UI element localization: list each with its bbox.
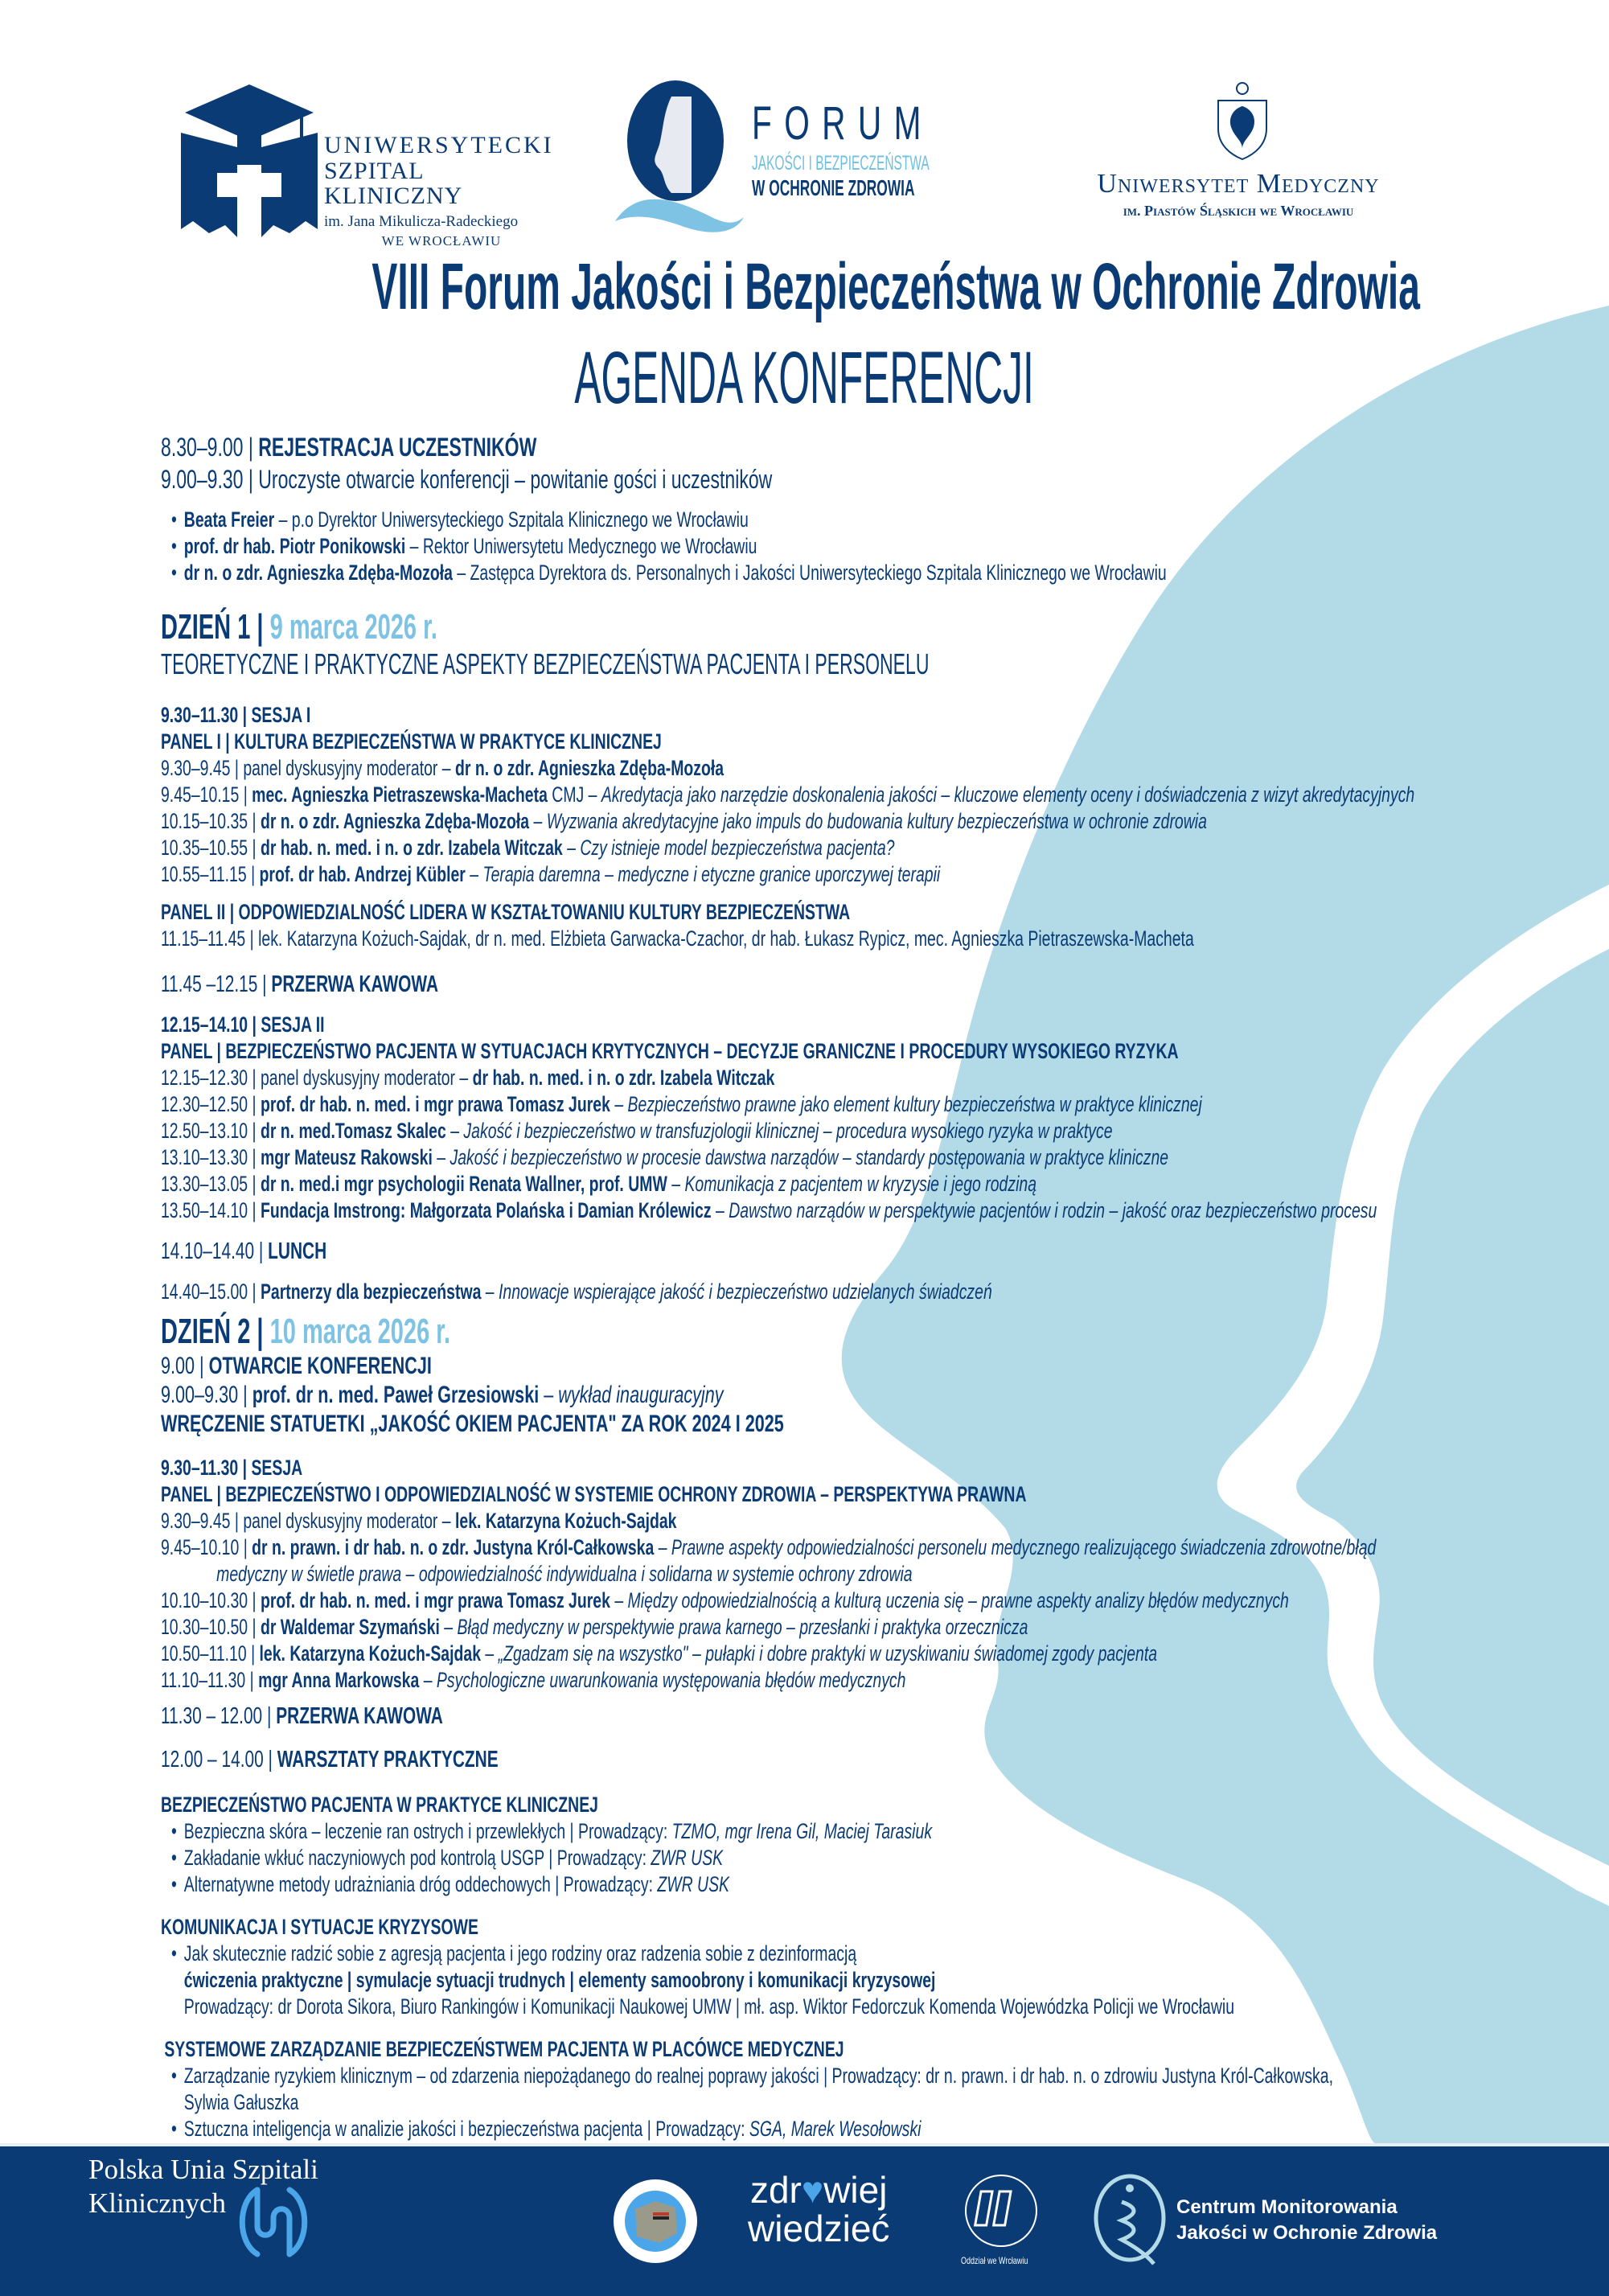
forum-line1: FORUM	[752, 97, 934, 150]
speaker: mgr Anna Markowska	[258, 1668, 420, 1692]
time: 10.15–10.35 |	[161, 809, 261, 833]
registration-row	[161, 431, 1156, 463]
forum-line3: W OCHRONIE ZDROWIA	[752, 175, 915, 200]
topic: Dawstwo narządów w perspektywie pacjentów i rodzin – jakość oraz bezpieczeństwo procesu	[729, 1198, 1377, 1222]
agenda-item	[161, 1091, 1202, 1118]
agenda-item	[161, 1641, 1156, 1667]
topic: Prawne aspekty odpowiedzialności personelu medycznego realizującego świadczenia zdrowotne/błąd	[671, 1535, 1377, 1559]
label: PRZERWA KAWOWA	[276, 1703, 443, 1729]
time: 10.55–11.15 |	[161, 862, 260, 886]
workshop-item	[161, 1845, 1156, 1871]
pusk-line1: Polska Unia Szpitali	[88, 2154, 318, 2185]
session-label: 9.30–11.30 | SESJA I	[161, 703, 311, 727]
speaker-name: prof. dr hab. Piotr Ponikowski	[183, 534, 406, 558]
speaker: dr Waldemar Szymański	[260, 1615, 440, 1639]
agenda-item	[161, 1614, 1156, 1641]
topic: Wyzwania akredytacyjne jako impuls do budowania kultury bezpieczeństwa w ochronie zdrowia	[546, 809, 1207, 833]
speaker: dr n. o zdr. Agnieszka Zdęba-Mozoła	[260, 809, 530, 833]
workshop-detail	[161, 1967, 1156, 1994]
speaker: mgr Mateusz Rakowski	[260, 1145, 433, 1169]
speaker: Partnerzy dla bezpieczeństwa	[260, 1279, 482, 1304]
time: 14.40–15.00 |	[161, 1279, 261, 1304]
panel3-items	[161, 1065, 1544, 1224]
agenda-item-continuation	[161, 1561, 1156, 1587]
separator: –	[465, 862, 483, 886]
workshop-lead: SGA, Marek Wesołowski	[749, 2117, 921, 2141]
time: 9.00–9.30 |	[161, 465, 259, 494]
time: 12.15–12.30 |	[161, 1066, 261, 1090]
workshop-text: Bezpieczna skóra – leczenie ran ostrych i przewlekłych | Prowadzący:	[183, 1819, 672, 1843]
time: 13.50–14.10 |	[161, 1198, 261, 1222]
day2-heading	[161, 1312, 1073, 1352]
workshops-heading	[161, 1744, 1156, 1776]
workshop-title-text: BEZPIECZEŃSTWO PACJENTA W PRAKTYCE KLINICZNEJ	[161, 1793, 598, 1817]
topic: wykład inauguracyjny	[558, 1382, 724, 1408]
forum-q-icon	[615, 80, 752, 233]
time: 10.35–10.55 |	[161, 836, 261, 860]
topic: Czy istnieje model bezpieczeństwa pacjenta?	[580, 836, 895, 860]
speaker-role: – p.o Dyrektor Uniwersyteckiego Szpitala Klinicznego we Wrocławiu	[274, 507, 749, 532]
topic: Psychologiczne uwarunkowania występowania błędów medycznych	[436, 1668, 906, 1692]
opening-speaker	[161, 560, 1167, 586]
day-label: DZIEŃ 2 |	[161, 1312, 270, 1351]
time: 9.00–9.30 |	[161, 1382, 252, 1408]
moderator-prefix: panel dyskusyjny moderator –	[243, 756, 455, 780]
time: 9.30–9.45 |	[161, 756, 244, 780]
agenda-item	[161, 1534, 1377, 1561]
separator: –	[529, 809, 547, 833]
day2-panel-items	[161, 1508, 1544, 1694]
topic: Terapia daremna – medyczne i etyczne granice uporczywej terapii	[482, 862, 941, 886]
workshop-item	[161, 1941, 1156, 1967]
topic: Akredytacja jako narzędzie doskonalenia jakości – kluczowe elementy oceny i doświadczenia z wizyt akredytacyjnych	[601, 782, 1415, 807]
agenda-item	[161, 782, 1415, 808]
coffee-break	[161, 1700, 1156, 1732]
panel-label: PANEL | BEZPIECZEŃSTWO I ODPOWIEDZIALNOŚĆ W SYSTEMIE OCHRONY ZDROWIA – PERSPEKTYWA PRAWNA	[161, 1482, 1027, 1506]
opening-speaker	[161, 507, 1156, 533]
agenda-item	[161, 1667, 1156, 1694]
footer-partners	[0, 2143, 1609, 2296]
workshop-lead: ZWR USK	[651, 1846, 724, 1870]
umw-line2: im. Piastów Śląskich we Wrocławiu	[1123, 203, 1354, 219]
workshop-lead: ZWR USK	[657, 1872, 730, 1896]
separator: –	[610, 1588, 628, 1612]
agenda-item	[161, 1587, 1289, 1614]
separator: –	[711, 1198, 729, 1222]
usk-line2: SZPITAL KLINICZNY	[324, 157, 463, 209]
separator: –	[654, 1535, 671, 1559]
cmj-line2: Jakości w Ochronie Zdrowia	[1176, 2222, 1438, 2244]
time: 11.30 – 12.00 |	[161, 1703, 277, 1729]
zdr-text: zdr	[749, 2169, 802, 2211]
time: 14.10–14.40 |	[161, 1238, 269, 1264]
speaker: dr hab. n. med. i n. o zdr. Izabela Witczak	[260, 836, 563, 860]
day-date: 9 marca 2026 r.	[269, 607, 437, 647]
speaker: prof. dr hab. Andrzej Kübler	[259, 862, 466, 886]
inaugural-lecture	[161, 1381, 1156, 1410]
panel-heading	[161, 1481, 1156, 1508]
workshop-detail-text: ćwiczenia praktyczne | symulacje sytuacji trudnych | elementy samoobrony i komunikacji kryzysowej	[183, 1968, 936, 1992]
agenda-item	[161, 861, 1156, 888]
speaker: prof. dr hab. n. med. i mgr prawa Tomasz Jurek	[260, 1092, 610, 1116]
session-heading	[161, 1455, 1156, 1481]
agenda-item	[161, 808, 1207, 835]
ptp-branch-label: Oddział we Wrcławiu	[961, 2255, 1028, 2266]
session-label: 9.30–11.30 | SESJA	[161, 1456, 303, 1480]
topic: Jakość i bezpieczeństwo w procesie dawstwa narządów – standardy postępowania w praktyce kliniczne	[449, 1145, 1169, 1169]
speaker-role: – Zastępca Dyrektora ds. Personalnych i Jakości Uniwersyteckiego Szpitala Klinicznego we Wrocławiu	[452, 561, 1167, 585]
agenda	[161, 431, 1544, 2142]
pusk-name	[88, 2153, 318, 2220]
speaker: prof. dr hab. n. med. i mgr prawa Tomasz Jurek	[260, 1588, 610, 1612]
time: 12.50–13.10 |	[161, 1119, 261, 1143]
separator: –	[539, 1382, 559, 1408]
workshop-text: Zarządzanie ryzykiem klinicznym – od zdarzenia niepożądanego do realnej poprawy jakości | Prowadzący: dr n. prawn. i dr hab. n. o zdrowiu Justyna Król-Całkowska,	[183, 2064, 1333, 2088]
speaker-name: dr n. o zdr. Agnieszka Zdęba-Mozoła	[183, 561, 453, 585]
separator: –	[481, 1279, 499, 1304]
speaker: dr n. med.i mgr psychologii Renata Wallner, prof. UMW	[260, 1172, 667, 1196]
label: OTWARCIE KONFERENCJI	[208, 1353, 432, 1379]
time: 10.10–10.30 |	[161, 1588, 261, 1612]
agenda-item	[161, 1118, 1156, 1144]
separator: –	[445, 1119, 464, 1143]
cmj-logo-icon	[1090, 2174, 1170, 2270]
workshop-title	[161, 2036, 1156, 2063]
page-subtitle-text: AGENDA KONFERENCJI	[574, 337, 1035, 419]
workshop-item	[161, 2063, 1333, 2089]
separator: CMJ –	[547, 782, 601, 807]
time: 11.45 –12.15 |	[161, 971, 272, 997]
moderator-prefix: panel dyskusyjny moderator –	[243, 1509, 455, 1533]
lunch-break	[161, 1235, 1156, 1267]
award-ceremony	[161, 1410, 1156, 1439]
cmj-name	[1176, 2195, 1437, 2246]
agenda-item	[161, 835, 1156, 861]
wiedziec-text: wiedzieć	[748, 2208, 890, 2249]
speaker: prof. dr n. med. Paweł Grzesiowski	[252, 1382, 540, 1408]
topic: Błąd medyczny w perspektywie prawa karnego – przesłanki i praktyka orzecznicza	[457, 1615, 1028, 1639]
panel-label: PANEL | BEZPIECZEŃSTWO PACJENTA W SYTUACJACH KRYTYCZNYCH – DECYZJE GRANICZNE I PROCEDURY WYSOKIEGO RYZYKA	[161, 1039, 1179, 1063]
time: 11.15–11.45 |	[161, 926, 259, 951]
coffee-break	[161, 968, 1156, 1000]
doipip-seal-icon	[611, 2177, 700, 2265]
separator: –	[439, 1615, 458, 1639]
workshop-item-continuation: Sylwia Gałuszka	[183, 2090, 299, 2114]
speaker-role: – Rektor Uniwersytetu Medycznego we Wrocławiu	[405, 534, 757, 558]
time: 13.10–13.30 |	[161, 1145, 261, 1169]
opening-speaker	[161, 533, 1156, 560]
topic: Innowacje wspierające jakość i bezpieczeństwo udzielanych świadczeń	[499, 1279, 992, 1304]
umw-logo	[1037, 80, 1455, 233]
topic: Komunikacja z pacjentem w kryzysie i jego rodziną	[684, 1172, 1037, 1196]
workshop-text: Alternatywne metody udrażniania dróg oddechowych | Prowadzący:	[183, 1872, 658, 1896]
page-title	[0, 249, 1609, 325]
panel-heading	[161, 729, 1156, 755]
workshop-item	[161, 2116, 1156, 2142]
panel-heading	[161, 899, 1156, 926]
time: 9.30–9.45 |	[161, 1509, 244, 1533]
umw-line1: Uniwersytet Medyczny	[1097, 169, 1380, 199]
agenda-item	[161, 1508, 1156, 1534]
usk-logo	[181, 84, 559, 249]
speakers: lek. Katarzyna Kożuch-Sajdak, dr n. med. Elżbieta Garwacka-Czachor, dr hab. Łukasz Rypicz, mec. Agnieszka Pietraszewska-Macheta	[258, 926, 1194, 951]
separator: –	[481, 1641, 499, 1666]
time: 13.30–13.05 |	[161, 1172, 261, 1196]
time: 12.30–12.50 |	[161, 1092, 261, 1116]
panel-label: PANEL II | ODPOWIEDZIALNOŚĆ LIDERA W KSZTAŁTOWANIU KULTURY BEZPIECZEŃSTWA	[161, 900, 851, 924]
speaker: lek. Katarzyna Kożuch-Sajdak	[259, 1641, 482, 1666]
workshop-text: Zakładanie wkłuć naczyniowych pod kontrolą USGP | Prowadzący:	[183, 1846, 651, 1870]
umw-crest-icon	[1210, 80, 1274, 161]
label: WARSZTATY PRAKTYCZNE	[277, 1747, 499, 1772]
workshop-lead: TZMO, mgr Irena Gil, Maciej Tarasiuk	[671, 1819, 933, 1843]
time: 9.45–10.15 |	[161, 782, 252, 807]
agenda-item	[161, 926, 1194, 952]
speaker: dr n. prawn. i dr hab. n. o zdr. Justyna Król-Całkowska	[252, 1535, 655, 1559]
speaker-name: Beata Freier	[183, 507, 275, 532]
page-subtitle	[0, 336, 1609, 421]
session-label: 12.15–14.10 | SESJA II	[161, 1012, 325, 1037]
ptp-seal-icon	[957, 2169, 1045, 2253]
usk-line1: UNIWERSYTECKI	[324, 132, 554, 158]
day1-theme: TEORETYCZNE I PRAKTYCZNE ASPEKTY BEZPIECZEŃSTWA PACJENTA I PERSONELU	[161, 647, 930, 680]
speaker: lek. Katarzyna Kożuch-Sajdak	[454, 1509, 677, 1533]
time: 9.45–10.10 |	[161, 1535, 252, 1559]
separator: –	[667, 1172, 685, 1196]
heart-icon: ♥	[801, 2169, 824, 2211]
day2-opening	[161, 1352, 1156, 1381]
workshop-item	[161, 1871, 1156, 1898]
wiej-text: wiej	[823, 2169, 888, 2211]
agenda-item	[161, 1065, 1156, 1091]
agenda-item	[161, 1279, 1156, 1305]
topic: Między odpowiedzialnością a kulturą uczenia się – prawne aspekty analizy błędów medycznych	[627, 1588, 1289, 1612]
forum-logo	[615, 80, 969, 233]
agenda-item	[161, 1197, 1377, 1224]
forum-line2: JAKOŚCI I BEZPIECZEŃSTWA	[752, 152, 930, 175]
topic: Bezpieczeństwo prawne jako element kultury bezpieczeństwa w praktyce klinicznej	[627, 1092, 1202, 1116]
award-label: WRĘCZENIE STATUETKI „JAKOŚĆ OKIEM PACJENTA" ZA ROK 2024 I 2025	[161, 1411, 784, 1437]
speaker: dr n. med.Tomasz Skalec	[260, 1119, 446, 1143]
workshop-title-text: KOMUNIKACJA I SYTUACJE KRYZYSOWE	[161, 1915, 478, 1939]
separator: –	[610, 1092, 628, 1116]
workshop-text: Jak skutecznie radzić sobie z agresją pacjenta i jego rodziny oraz radzenia sobie z dezinformacją	[183, 1941, 857, 1965]
zdrowiej-wiedziec-logo	[748, 2171, 889, 2248]
day1-heading	[161, 607, 1073, 647]
workshop-title	[161, 1792, 1156, 1818]
label: Uroczyste otwarcie konferencji – powitanie gości i uczestników	[258, 465, 773, 494]
time: 11.10–11.30 |	[161, 1668, 259, 1692]
page-title-text: VIII Forum Jakości i Bezpieczeństwa w Ochronie Zdrowia	[371, 250, 1420, 323]
speaker: dr hab. n. med. i n. o zdr. Izabela Witczak	[472, 1066, 775, 1090]
agenda-item	[161, 1171, 1156, 1197]
session-heading	[161, 702, 1156, 729]
separator: –	[419, 1668, 437, 1692]
workshop-title-text: SYSTEMOWE ZARZĄDZANIE BEZPIECZEŃSTWEM PACJENTA W PLACÓWCE MEDYCZNEJ	[164, 2037, 844, 2061]
time: 8.30–9.00 |	[161, 433, 259, 462]
agenda-item	[161, 1144, 1169, 1171]
panel-heading	[161, 1038, 1179, 1065]
separator: –	[562, 836, 581, 860]
topic: „Zgadzam się na wszystko" – pułapki i dobre praktyki w uzyskiwaniu świadomej zgody pacjenta	[498, 1641, 1158, 1666]
partner-logos-header	[0, 76, 1609, 249]
speaker: mec. Agnieszka Pietraszewska-Macheta	[252, 782, 548, 807]
panel1-items	[161, 755, 1544, 888]
time: 9.00 |	[161, 1353, 209, 1379]
workshop-leads: Prowadzący: dr Dorota Sikora, Biuro Rankingów i Komunikacji Naukowej UMW | mł. asp. Wiktor Fedorczuk Komenda Wojewódzka Policji we Wrocławiu	[183, 1994, 1235, 2019]
pusk-line2: Klinicznych	[88, 2187, 227, 2219]
day-label: DZIEŃ 1 |	[161, 607, 270, 647]
time: 10.50–11.10 |	[161, 1641, 260, 1666]
topic-continuation: medyczny w świetle prawa – odpowiedzialność indywidualna i solidarna w systemie ochrony zdrowia	[216, 1562, 913, 1586]
topic: Jakość i bezpieczeństwo w transfuzjologii klinicznej – procedura wysokiego ryzyka w praktyce	[463, 1119, 1113, 1143]
day-date: 10 marca 2026 r.	[269, 1312, 451, 1351]
speaker: dr n. o zdr. Agnieszka Zdęba-Mozoła	[454, 756, 724, 780]
label: PRZERWA KAWOWA	[271, 971, 439, 997]
workshop-title	[161, 1914, 1156, 1941]
workshop-text: Sztuczna inteligencja w analizie jakości i bezpieczeństwa pacjenta | Prowadzący:	[183, 2117, 749, 2141]
session-heading	[161, 1012, 1156, 1038]
cmj-line1: Centrum Monitorowania	[1176, 2196, 1398, 2218]
agenda-item	[161, 755, 1156, 782]
moderator-prefix: panel dyskusyjny moderator –	[260, 1066, 473, 1090]
usk-line4: WE WROCŁAWIU	[381, 233, 502, 249]
workshop-item	[161, 1818, 1156, 1845]
ceremony-row	[161, 463, 1156, 495]
usk-emblem-icon	[181, 84, 318, 237]
usk-line3: im. Jana Mikulicza-Radeckiego	[324, 212, 519, 230]
separator: –	[432, 1145, 450, 1169]
time: 10.30–10.50 |	[161, 1615, 261, 1639]
label: LUNCH	[268, 1238, 327, 1264]
panel-label: PANEL I | KULTURA BEZPIECZEŃSTWA W PRAKTYCE KLINICZNEJ	[161, 729, 662, 754]
speaker: Fundacja Imstrong: Małgorzata Polańska i Damian Królewicz	[260, 1198, 712, 1222]
time: 12.00 – 14.00 |	[161, 1747, 277, 1772]
label: REJESTRACJA UCZESTNIKÓW	[258, 433, 537, 462]
